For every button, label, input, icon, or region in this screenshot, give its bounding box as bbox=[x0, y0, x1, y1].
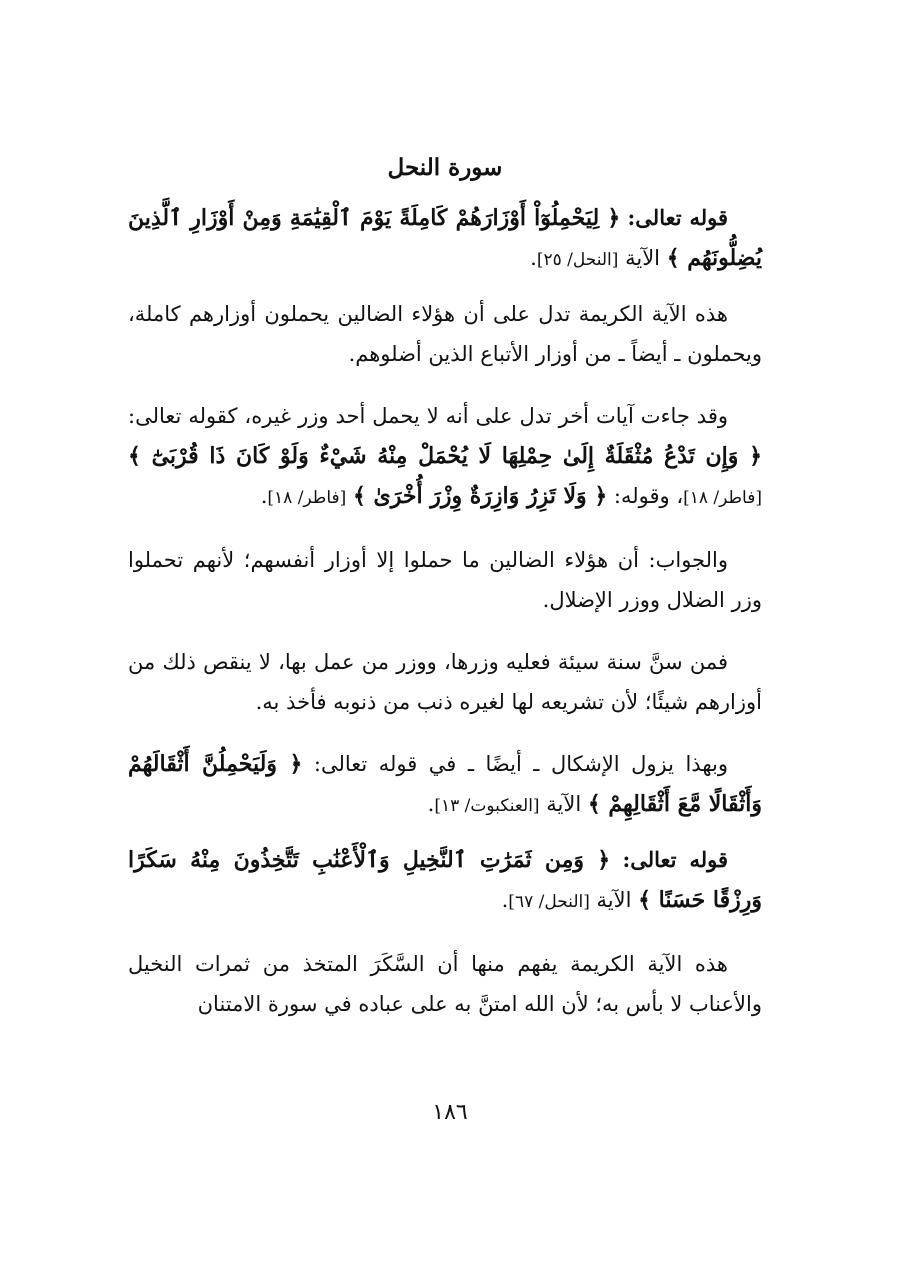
verse-end: . bbox=[501, 888, 509, 912]
paragraph-5 bbox=[128, 744, 762, 826]
verse-reference: [النحل/ ٦٧] bbox=[508, 892, 590, 912]
verse-tail: الآية bbox=[589, 888, 639, 912]
verse-heading-1 bbox=[128, 198, 762, 280]
quran-verse: ﴿ وَإِن تَدْعُ مُثْقَلَةٌ إِلَىٰ حِمْلِهَا لَا يُحْمَلْ مِنْهُ شَيْءٌ وَلَوْ كَانَ ذَا قُرْبَىٰٓ ﴾ bbox=[128, 443, 762, 469]
verse-keyword: قوله تعالى: bbox=[627, 205, 728, 230]
verse-tail: الآية bbox=[539, 792, 588, 816]
verse-reference: [فاطر/ ١٨] bbox=[267, 488, 347, 508]
verse-heading-2 bbox=[128, 840, 762, 922]
paragraph-4: فمن سنَّ سنة سيئة فعليه وزرها، ووزر من عمل بها، لا ينقص ذلك من أوزارهم شيئًا؛ لأن تشريعه لها لغيره ذنب من ذنوبه فأخذ به. bbox=[128, 650, 762, 714]
verse-reference: [النحل/ ٢٥] bbox=[536, 250, 619, 270]
paragraph-intro: وبهذا يزول الإشكال ـ أيضًا ـ في قوله تعالى: bbox=[302, 752, 728, 776]
quran-verse: ﴿ وَلَيَحْمِلُنَّ أَثْقَالَهُمْ وَأَثْقَالًا مَّعَ أَثْقَالِهِمْ ﴾ bbox=[128, 751, 762, 817]
verse-end: . bbox=[260, 484, 268, 508]
page-body bbox=[128, 148, 762, 1046]
paragraph-6: هذه الآية الكريمة يفهم منها أن السَّكَرَ المتخذ من ثمرات النخيل والأعناب لا بأس به؛ لأن الله امتنَّ به على عباده في سورة الامتنان bbox=[128, 952, 762, 1016]
verse-end: . bbox=[427, 792, 435, 816]
verse-end: . bbox=[530, 246, 537, 270]
quran-verse: ﴿ وَلَا تَزِرُ وَازِرَةٌ وِزْرَ أُخْرَىٰ ﴾ bbox=[352, 483, 608, 509]
verse-tail: الآية bbox=[618, 246, 667, 270]
paragraph-2 bbox=[128, 396, 762, 518]
paragraph-intro: وقد جاءت آيات أخر تدل على أنه لا يحمل أحد وزر غيره، كقوله تعالى: bbox=[128, 404, 728, 428]
verse-keyword: قوله تعالى: bbox=[622, 847, 728, 872]
verse-reference: [العنكبوت/ ١٣] bbox=[434, 796, 540, 816]
paragraph-3: والجواب: أن هؤلاء الضالين ما حملوا إلا أوزار أنفسهم؛ لأنهم تحملوا وزر الضلال ووزر الإضلال. bbox=[128, 548, 762, 612]
quran-verse: ﴿ لِيَحْمِلُوٓاْ أَوْزَارَهُمْ كَامِلَةً يَوْمَ ٱلْقِيَٰمَةِ وَمِنْ أَوْزَارِ ٱلَّذِينَ يُضِلُّونَهُم ﴾ bbox=[128, 205, 762, 271]
quran-verse: ﴿ وَمِن ثَمَرَٰتِ ٱلنَّخِيلِ وَٱلْأَعْنَٰبِ تَتَّخِذُونَ مِنْهُ سَكَرًا وَرِزْقًا حَسَنًا ﴾ bbox=[128, 847, 762, 913]
page-title: سورة النحل bbox=[387, 154, 503, 181]
verse-reference: [فاطر/ ١٨] bbox=[683, 488, 762, 508]
paragraph-mid: ، وقوله: bbox=[607, 484, 684, 508]
paragraph-1: هذه الآية الكريمة تدل على أن هؤلاء الضالين يحملون أوزارهم كاملة، ويحملون ـ أيضاً ـ من أوزار الأتباع الذين أضلوهم. bbox=[128, 302, 762, 366]
page-number: ١٨٦ bbox=[432, 1100, 468, 1125]
